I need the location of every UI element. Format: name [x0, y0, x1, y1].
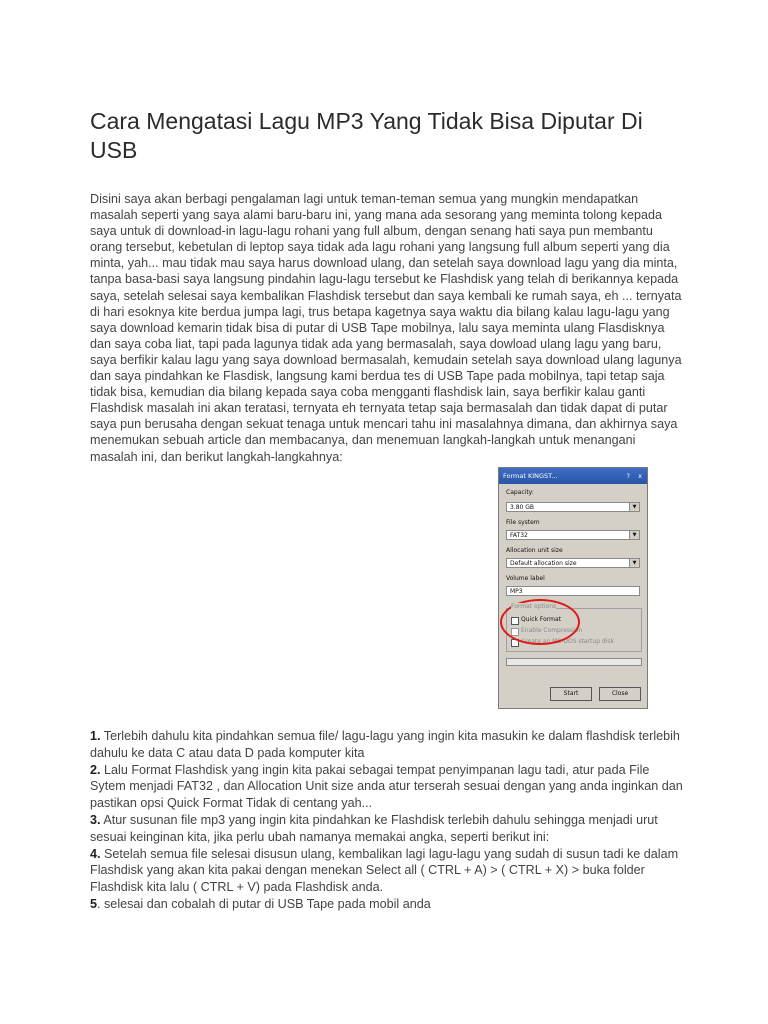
step-item	[90, 728, 686, 762]
step-number: 1.	[90, 729, 101, 743]
step-text: Atur susunan file mp3 yang ingin kita pindahkan ke Flashdisk terlebih dahulu sehingga menjadi urut sesuai keinginan kita, jika perlu ubah namanya memakai angka, seperti berikut ini:	[90, 812, 658, 844]
step-text: Lalu Format Flashdisk yang ingin kita pakai sebagai tempat penyimpanan lagu tadi, atur pada File Sytem menjadi FAT32 , dan Allocation Unit size anda atur terserah sesuai dengan yang anda inginkan dan pastikan opsi Quick Format Tidak di centang yah...	[90, 762, 683, 811]
intro-paragraph: Disini saya akan berbagi pengalaman lagi untuk teman-teman semua yang mungkin mendapatkan masalah seperti yang saya alami baru-baru ini, yang mana ada sesorang yang meminta tolong kepada saya untuk di download-in lagu-lagu rohani yang full album, dengan senang hati saya pun membantu orang tersebut, kebetulan di leptop saya tidak ada lagu rohani yang langsung full album seperti yang dia minta, yah... mau tidak mau saya harus download ulang, dan setelah saya download lagu yang dia minta, tanpa basa-basi saya langsung pindahin lagu-lagu tersebut ke Flashdisk yang telah di berikannya kepada saya, setelah selesai saya kembalikan Flashdisk tersebut dan saya kembali ke rumah saya, eh ... ternyata di hari esoknya kite berdua jumpa lagi, trus betapa kagetnya saya waktu dia bilang kalau lagu-lagu yang saya download kemarin tidak bisa di putar di USB Tape mobilnya, lalu saya meminta ulang Flasdisknya dan saya coba liat, tapi pada lagunya tidak ada yang bermasalah, saya dowload ulang lagu yang baru, saya berfikir kalau lagu yang saya download bermasalah, kemudain setelah saya download ulang lagunya dan saya pindahkan ke Flasdisk, langsung kami berdua tes di USB Tape pada mobilnya, tapi tetap saja tidak bisa, kemudian dia bilang kepada saya coba mengganti flashdisk lain, saya berfikir kalau ganti Flashdisk masalah ini akan teratasi, ternyata eh ternyata tetap saja bermasalah dan tidak dapat di putar saya pun berusaha dengan sekuat tenaga untuk mencari tahu ini masalahnya dimana, dan akhirnya saya menemukan sebuah article dan membacanya, dan menemuan langkah-langkah untuk menangani masalah ini, dan berikut langkah-langkahnya:	[90, 192, 682, 464]
step-text: . selesai dan cobalah di putar di USB Tape pada mobil anda	[97, 896, 431, 911]
format-dialog-screenshot	[498, 467, 648, 709]
step-number: 4.	[90, 846, 101, 861]
close-icon: x	[638, 472, 642, 480]
step-number: 2.	[90, 762, 101, 777]
step-item	[90, 812, 686, 846]
fs-select	[506, 530, 640, 540]
volume-input	[506, 586, 640, 596]
help-icon: ?	[626, 472, 630, 480]
dialog-titlebar	[499, 468, 647, 484]
quick-format-label: Quick Format	[521, 616, 562, 623]
fs-value: FAT32	[510, 532, 528, 539]
step-number: 5	[90, 896, 98, 911]
capacity-select	[506, 502, 640, 512]
article-title: Cara Mengatasi Lagu MP3 Yang Tidak Bisa Diputar Di USB	[90, 108, 643, 163]
step-item	[90, 846, 686, 896]
step-number: 3.	[90, 812, 101, 827]
volume-label: Volume label	[506, 575, 545, 582]
dialog-title: Format KINGST...	[503, 472, 558, 480]
capacity-label: Capacity:	[506, 489, 534, 496]
step-text: Terlebih dahulu kita pindahkan semua file/ lagu-lagu yang ingin kita masukin ke dalam flashdisk terlebih dahulu ke data C atau data D pada komputer kita	[90, 729, 680, 760]
chevron-down-icon: ▼	[629, 503, 639, 511]
close-button: Close	[599, 687, 641, 701]
step-item	[90, 896, 686, 913]
alloc-label: Allocation unit size	[506, 547, 563, 554]
steps-list	[90, 728, 686, 913]
step-text: Setelah semua file selesai disusun ulang, kembalikan lagi lagu-lagu yang sudah di susun tadi ke dalam Flashdisk yang akan kita pakai dengan menekan Select all ( CTRL + A) > ( CTRL + X) > buka folder Flashdisk kita lalu ( CTRL + V) pada Flashdisk anda.	[90, 846, 679, 895]
volume-value: MP3	[510, 588, 523, 595]
msdos-label: Create an MS-DOS startup disk	[521, 638, 615, 645]
chevron-down-icon: ▼	[629, 559, 639, 567]
capacity-value: 3.80 GB	[510, 504, 535, 511]
start-button: Start	[550, 687, 592, 701]
progress-bar	[506, 658, 642, 666]
fs-label: File system	[506, 519, 540, 526]
step-item	[90, 762, 686, 812]
chevron-down-icon: ▼	[629, 531, 639, 539]
alloc-value: Default allocation size	[510, 560, 577, 567]
compression-label: Enable Compression	[521, 627, 583, 634]
options-label: Format options	[511, 603, 557, 610]
alloc-select	[506, 558, 640, 568]
